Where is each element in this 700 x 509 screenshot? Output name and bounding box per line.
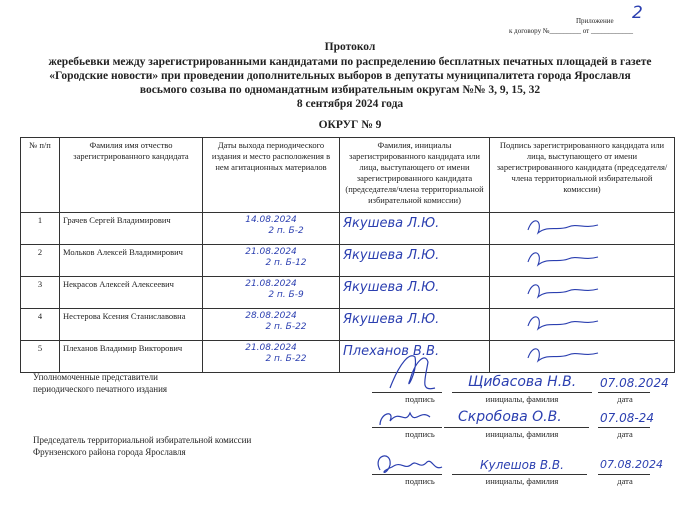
rep2-cap-date: дата: [617, 429, 633, 439]
rep2-date: 07.08-24: [600, 411, 654, 425]
appendix-contract: к договору №_________ от ____________: [509, 27, 633, 35]
row-fio: [340, 277, 490, 309]
row-num: 5: [21, 341, 60, 373]
row-fio: [340, 245, 490, 277]
appendix-label: Приложение: [576, 17, 614, 25]
signature-mark: [523, 279, 603, 301]
table-row: [21, 277, 675, 309]
row-candidate-name: Нестерова Ксения Станиславовна: [60, 309, 203, 341]
table-header-row: [21, 138, 675, 213]
rep2-cap-name: инициалы, фамилия: [485, 429, 559, 439]
appendix-number: 2: [632, 3, 643, 23]
signature-mark: [523, 215, 603, 237]
rep1-cap-name: инициалы, фамилия: [485, 394, 559, 404]
row-candidate-name: Грачев Сергей Владимирович: [60, 213, 203, 245]
row-signature: [490, 277, 675, 309]
doc-subtitle-1: жеребьевки между зарегистрированными кандидатами по распределению бесплатных печатных площадей в газете: [48, 56, 652, 68]
rep1-cap-date: дата: [617, 394, 633, 404]
row-place: 2 п. Б-2: [268, 226, 304, 236]
rep1-name: Щибасова Н.В.: [468, 374, 577, 390]
rep1-date: 07.08.2024: [600, 376, 669, 390]
table-row: [21, 245, 675, 277]
row-num: 2: [21, 245, 60, 277]
chair-cap-name: инициалы, фамилия: [485, 476, 559, 486]
row-candidate-name: Плеханов Владимир Викторович: [60, 341, 203, 373]
row-fio-text: Плеханов В.В.: [343, 344, 440, 359]
rep2-signature: [375, 405, 435, 427]
chair-signature: [372, 450, 447, 476]
row-signature: [490, 341, 675, 373]
row-place: 2 п. Б-9: [268, 290, 304, 300]
col-num: № п/п: [21, 138, 60, 213]
rep1-cap-signature: подпись: [405, 394, 435, 404]
rep2-name: Скробова О.В.: [458, 409, 562, 425]
row-dates: [203, 277, 340, 309]
row-signature: [490, 245, 675, 277]
row-dates: [203, 341, 340, 373]
signature-mark: [523, 311, 603, 333]
doc-date: 8 сентября 2024 года: [296, 98, 404, 110]
row-date: 21.08.2024: [245, 343, 297, 353]
table-row: [21, 341, 675, 373]
chair-cap-signature: подпись: [405, 476, 435, 486]
row-signature: [490, 309, 675, 341]
row-num: 4: [21, 309, 60, 341]
chair-label-1: Председатель территориальной избирательной комиссии: [33, 435, 252, 445]
row-date: 28.08.2024: [245, 311, 297, 321]
table-row: [21, 309, 675, 341]
row-candidate-name: Мольков Алексей Владимирович: [60, 245, 203, 277]
col-signature: Подпись зарегистрированного кандидата или лица, выступающего от имени зарегистрированного кандидата (председателя/члена территориальной избирательной комиссии): [490, 138, 675, 213]
row-date: 21.08.2024: [245, 247, 297, 257]
row-signature: [490, 213, 675, 245]
row-fio-text: Якушева Л.Ю.: [343, 280, 440, 295]
row-place: 2 п. Б-22: [265, 354, 307, 364]
col-dates: Даты выхода периодического издания и место расположения в нем агитационных материалов: [203, 138, 340, 213]
row-dates: [203, 309, 340, 341]
district-title: ОКРУГ № 9: [318, 119, 382, 131]
row-dates: [203, 213, 340, 245]
row-num: 1: [21, 213, 60, 245]
reps-label-1: Уполномоченные представители: [33, 372, 158, 382]
reps-label-2: периодического печатного издания: [33, 384, 168, 394]
row-fio-text: Якушева Л.Ю.: [343, 248, 440, 263]
row-place: 2 п. Б-12: [265, 258, 307, 268]
row-candidate-name: Некрасов Алексей Алексеевич: [60, 277, 203, 309]
signature-mark: [523, 343, 603, 365]
col-fio: Фамилия, инициалы зарегистрированного кандидата или лица, выступающего от имени зарегистрированного кандидата (председателя/члена территориальной избирательной комиссии): [340, 138, 490, 213]
row-fio: [340, 309, 490, 341]
table-row: [21, 213, 675, 245]
signature-mark: [523, 247, 603, 269]
doc-subtitle-2: «Городские новости» при проведении дополнительных выборов в депутаты муниципалитета города Ярославля: [49, 70, 631, 82]
row-fio-text: Якушева Л.Ю.: [343, 312, 440, 327]
doc-subtitle-3: восьмого созыва по одномандатным избирательным округам №№ 3, 9, 15, 32: [139, 84, 541, 96]
chair-label-2: Фрунзенского района города Ярославля: [33, 447, 186, 457]
chair-cap-date: дата: [617, 476, 633, 486]
candidates-table: [20, 137, 675, 373]
doc-title: Протокол: [324, 41, 376, 53]
row-fio-text: Якушева Л.Ю.: [343, 216, 440, 231]
chair-name: Кулешов В.В.: [480, 458, 564, 472]
row-num: 3: [21, 277, 60, 309]
row-date: 14.08.2024: [245, 215, 297, 225]
rep1-signature: [380, 352, 450, 392]
chair-date: 07.08.2024: [600, 458, 663, 471]
row-dates: [203, 245, 340, 277]
rep2-cap-signature: подпись: [405, 429, 435, 439]
row-place: 2 п. Б-22: [265, 322, 307, 332]
row-fio: [340, 213, 490, 245]
row-date: 21.08.2024: [245, 279, 297, 289]
col-name: Фамилия имя отчество зарегистрированного кандидата: [60, 138, 203, 213]
